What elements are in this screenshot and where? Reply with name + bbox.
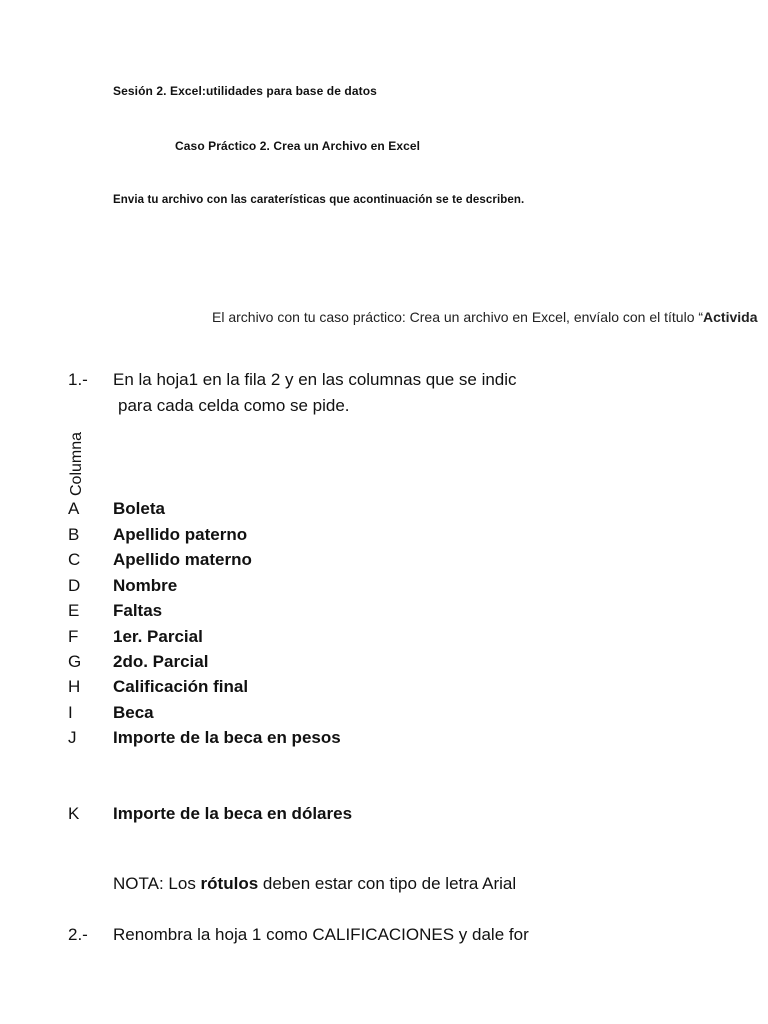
column-letter-e: E [68, 601, 80, 620]
note-suffix: deben estar con tipo de letra Arial [258, 874, 517, 893]
column-letter-a: A [68, 499, 80, 518]
column-letter-c: C [68, 550, 81, 569]
instruction-line: Envia tu archivo con las caraterísticas que acontinuación se te describen. [113, 194, 525, 206]
column-label-i: Beca [113, 703, 154, 722]
file-title-bold: Activida [703, 309, 758, 325]
column-letter-h: H [68, 677, 81, 696]
session-line: Sesión 2. Excel:utilidades para base de datos [113, 84, 377, 98]
column-letter-i: I [68, 703, 73, 722]
column-header: Columna [68, 431, 85, 496]
column-letter-g: G [68, 652, 82, 671]
step2-number: 2.- [68, 925, 88, 944]
column-label-b: Apellido paterno [113, 525, 248, 544]
column-letter-f: F [68, 627, 79, 646]
column-label-f: 1er. Parcial [113, 627, 203, 646]
column-label-k: Importe de la beca en dólares [113, 804, 353, 823]
column-label-g: 2do. Parcial [113, 652, 209, 671]
column-letter-j: J [68, 728, 77, 747]
note-line [113, 874, 555, 894]
file-title-prefix: El archivo con tu caso práctico: Crea un archivo en Excel, envíalo con el título “ [212, 309, 704, 325]
column-letter-b: B [68, 525, 80, 544]
step1-line1: En la hoja1 en la fila 2 y en las columnas que se indic [113, 370, 517, 389]
column-label-j: Importe de la beca en pesos [113, 728, 341, 747]
note-prefix: NOTA: Los [113, 874, 201, 893]
note-bold: rótulos [200, 874, 259, 893]
case-title: Caso Práctico 2. Crea un Archivo en Excel [175, 139, 421, 153]
step1-line2: para cada celda como se pide. [118, 396, 350, 415]
step1-number: 1.- [68, 370, 88, 389]
file-title-line [212, 309, 768, 325]
column-letter-k: K [68, 804, 80, 823]
column-label-a: Boleta [113, 499, 165, 518]
column-label-h: Calificación final [113, 677, 249, 696]
column-letter-d: D [68, 576, 81, 595]
column-label-c: Apellido materno [113, 550, 252, 569]
step2-text: Renombra la hoja 1 como CALIFICACIONES y dale for [113, 925, 529, 944]
column-label-d: Nombre [113, 576, 178, 595]
column-label-e: Faltas [113, 601, 163, 620]
